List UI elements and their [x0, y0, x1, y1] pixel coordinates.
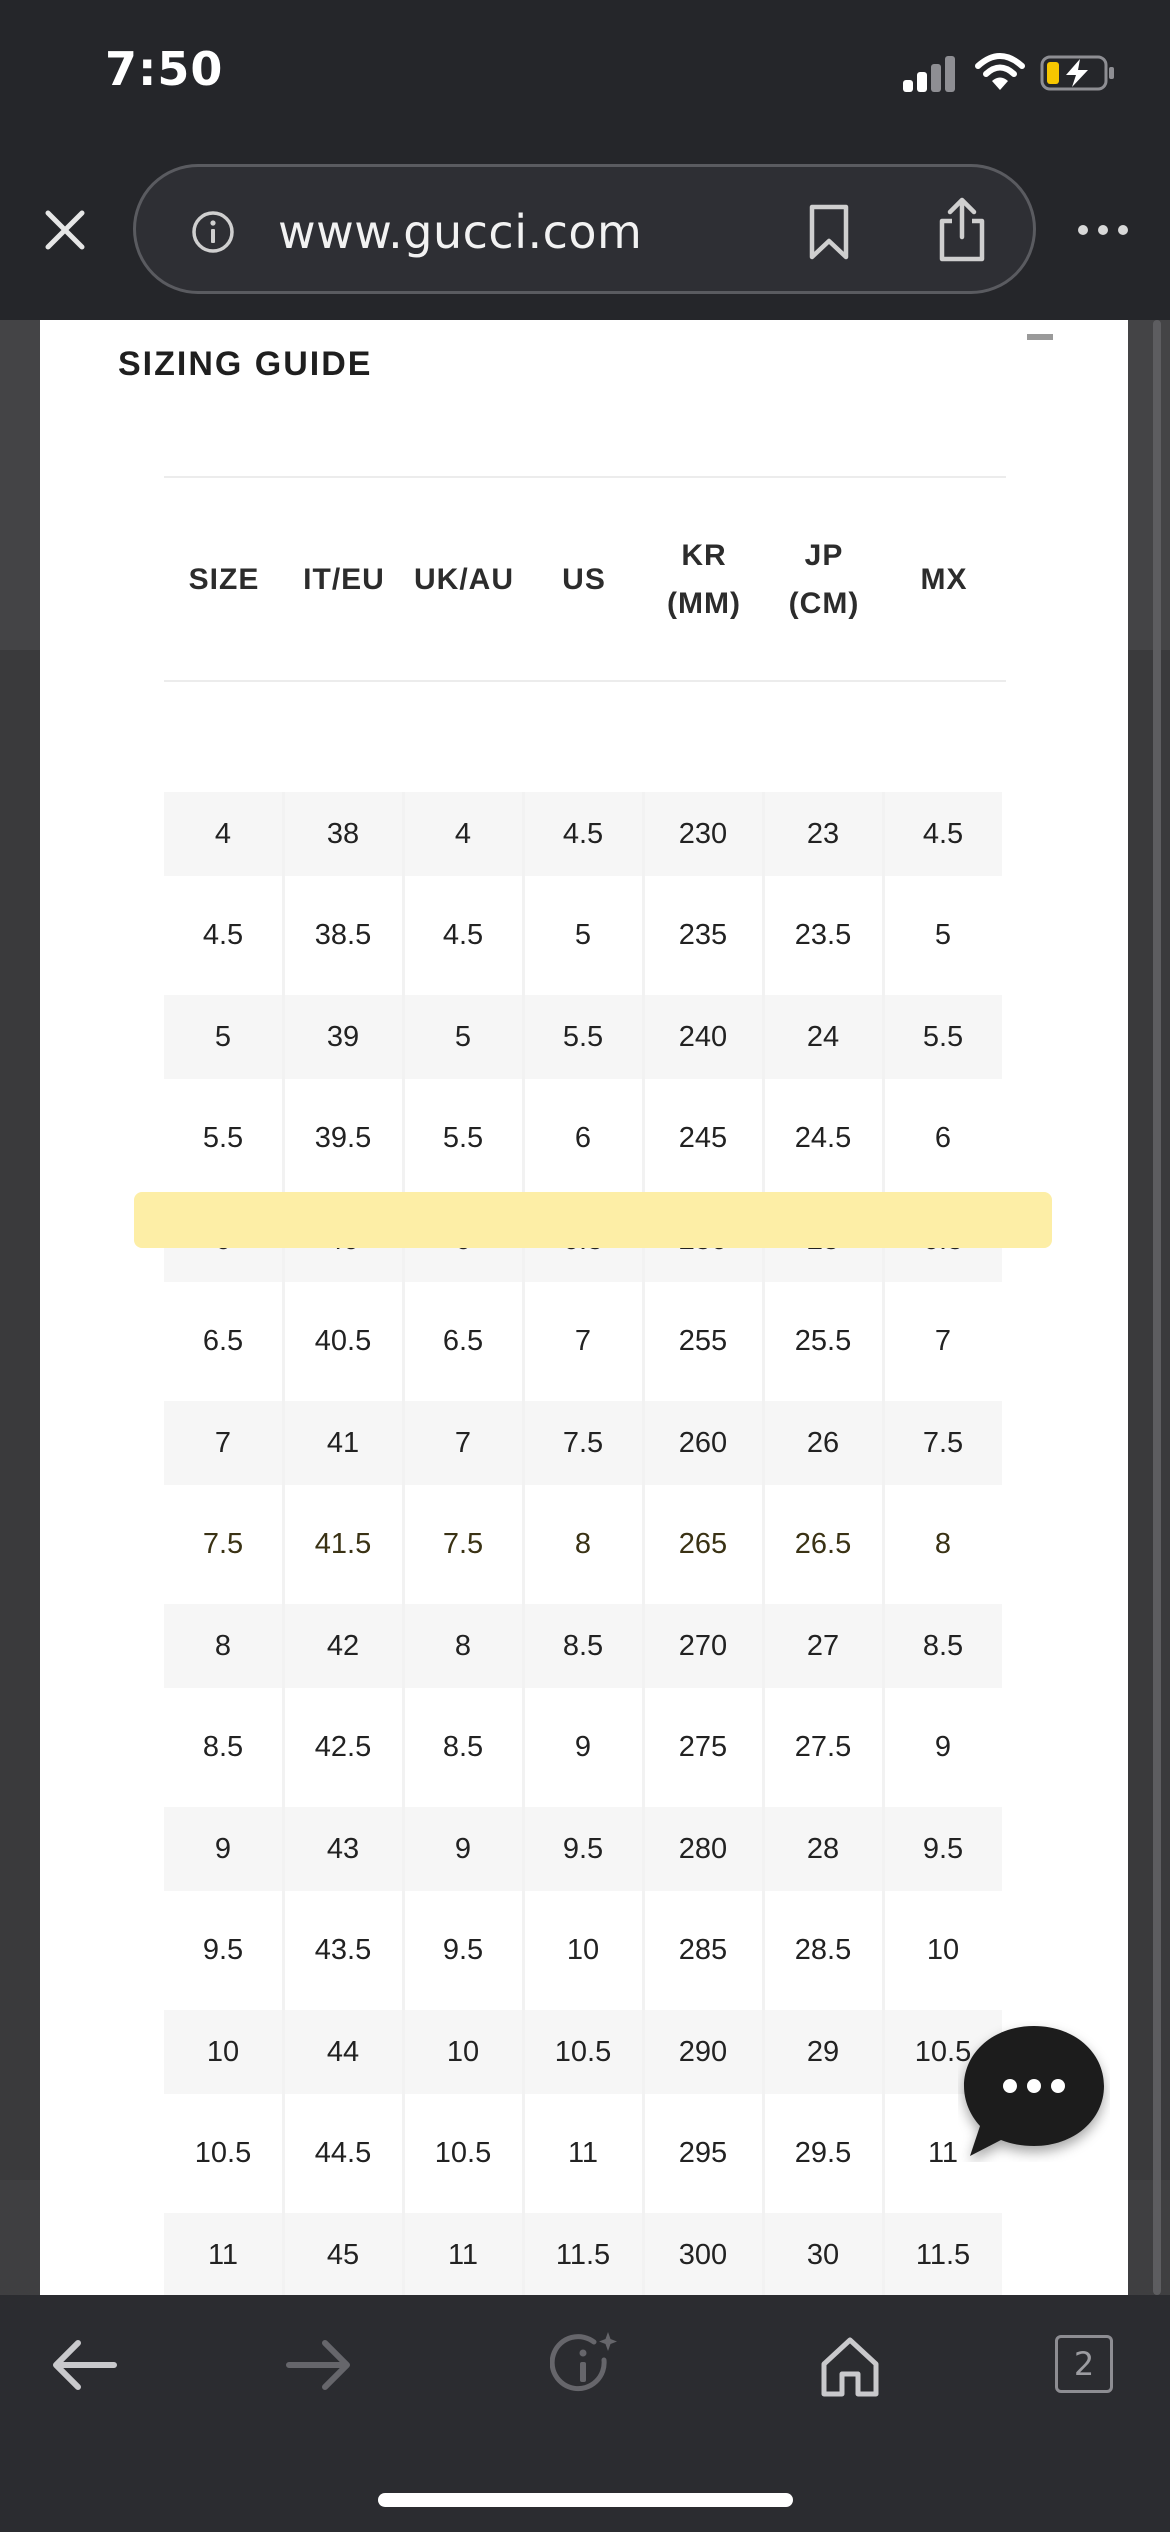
cell-uk-au: 5	[404, 995, 522, 1079]
cell-it-eu: 43	[284, 1807, 402, 1891]
cell-mx: 6	[934, 1122, 952, 1154]
close-icon[interactable]	[40, 205, 90, 255]
cell-uk-au: 8.5	[442, 1731, 484, 1763]
cell-uk-au: 5.5	[442, 1122, 484, 1154]
header-top-divider	[164, 476, 1006, 478]
cell-mx: 8.5	[884, 1604, 1002, 1688]
cell-mx: 11	[927, 2137, 959, 2169]
cell-uk-au: 7	[404, 1401, 522, 1485]
table-row	[164, 1807, 1006, 1891]
table-row	[164, 1097, 1006, 1181]
table-row	[164, 1706, 1006, 1790]
row-highlight	[134, 1192, 1052, 1248]
cell-it-eu: 39.5	[314, 1122, 372, 1154]
cell-mx: 10.5	[884, 2010, 1002, 2094]
battery-charging-icon	[1040, 55, 1116, 91]
info-icon[interactable]	[190, 209, 236, 255]
cell-size: 5.5	[202, 1122, 244, 1154]
cell-uk-au: 4.5	[442, 919, 484, 951]
cell-us: 10	[566, 1934, 600, 1966]
cell-mx: 9.5	[884, 1807, 1002, 1891]
cell-kr-mm: 290	[644, 2010, 762, 2094]
cell-size: 7	[164, 1401, 282, 1485]
share-icon[interactable]	[934, 197, 990, 263]
table-row	[164, 1909, 1006, 1993]
cell-kr-mm: 295	[678, 2137, 728, 2169]
cell-size: 10.5	[194, 2137, 252, 2169]
cell-jp-cm: 27.5	[794, 1731, 852, 1763]
table-row	[164, 1604, 1006, 1688]
cell-us: 11.5	[524, 2213, 642, 2295]
cell-jp-cm: 28.5	[794, 1934, 852, 1966]
cell-mx: 5	[934, 919, 952, 951]
cell-us: 5.5	[524, 995, 642, 1079]
cell-jp-cm: 23	[764, 792, 882, 876]
cell-kr-mm: 245	[678, 1122, 728, 1154]
cell-us: 7	[574, 1325, 592, 1357]
cell-kr-mm: 265	[678, 1528, 728, 1560]
cellular-signal-icon	[903, 54, 955, 92]
column-divider	[642, 792, 645, 2295]
column-divider	[882, 792, 885, 2295]
cell-kr-mm: 240	[644, 995, 762, 1079]
cell-jp-cm: 23.5	[794, 919, 852, 951]
cell-kr-mm: 235	[678, 919, 728, 951]
sizing-guide-modal	[40, 320, 1128, 2295]
cell-uk-au: 7.5	[442, 1528, 484, 1560]
back-arrow-icon[interactable]	[48, 2330, 120, 2400]
collapse-button[interactable]	[1027, 334, 1053, 340]
table-row	[164, 2010, 1006, 2094]
cell-it-eu: 44.5	[314, 2137, 372, 2169]
url-text[interactable]: www.gucci.com	[278, 205, 643, 259]
cell-uk-au: 8	[404, 1604, 522, 1688]
cell-us: 7.5	[524, 1401, 642, 1485]
cell-us: 8	[574, 1528, 592, 1560]
header-us: US	[562, 563, 606, 596]
cell-jp-cm: 24.5	[794, 1122, 852, 1154]
column-divider	[402, 792, 405, 2295]
cell-jp-cm: 24	[764, 995, 882, 1079]
cell-it-eu: 40.5	[314, 1325, 372, 1357]
header-jp-cm: JP (CM)	[788, 539, 860, 620]
header-uk-au: UK/AU	[414, 563, 514, 596]
cell-uk-au: 10	[404, 2010, 522, 2094]
status-bar	[0, 0, 1170, 150]
cell-jp-cm: 26	[764, 1401, 882, 1485]
cell-uk-au: 9	[404, 1807, 522, 1891]
header-mx: MX	[920, 563, 968, 596]
cell-uk-au: 10.5	[434, 2137, 492, 2169]
bookmark-icon[interactable]	[804, 203, 854, 261]
status-time: 7:50	[105, 42, 224, 96]
cell-size: 4.5	[202, 919, 244, 951]
table-header	[164, 525, 1006, 635]
cell-uk-au: 9.5	[442, 1934, 484, 1966]
cell-it-eu: 41	[284, 1401, 402, 1485]
cell-jp-cm: 26.5	[794, 1528, 852, 1560]
sparkle-info-icon[interactable]	[550, 2330, 622, 2400]
cell-uk-au: 4	[404, 792, 522, 876]
table-row	[164, 2112, 1006, 2196]
page-scrollbar[interactable]	[1153, 320, 1161, 2295]
cell-us: 5	[574, 919, 592, 951]
cell-mx: 5.5	[884, 995, 1002, 1079]
cell-size: 6.5	[202, 1325, 244, 1357]
header-size: SIZE	[188, 563, 260, 596]
cell-it-eu: 42	[284, 1604, 402, 1688]
cell-size: 5	[164, 995, 282, 1079]
cell-it-eu: 44	[284, 2010, 402, 2094]
cell-kr-mm: 255	[678, 1325, 728, 1357]
cell-mx: 4.5	[884, 792, 1002, 876]
cell-size: 9	[164, 1807, 282, 1891]
cell-mx: 7	[934, 1325, 952, 1357]
cell-mx: 10	[926, 1934, 960, 1966]
forward-arrow-icon[interactable]	[283, 2330, 355, 2400]
cell-kr-mm: 270	[644, 1604, 762, 1688]
cell-size: 7.5	[202, 1528, 244, 1560]
cell-it-eu: 38	[284, 792, 402, 876]
cell-size: 10	[164, 2010, 282, 2094]
modal-title: SIZING GUIDE	[118, 345, 373, 383]
header-it-eu: IT/EU	[303, 563, 385, 596]
header-bottom-divider	[164, 680, 1006, 682]
cell-us: 9	[574, 1731, 592, 1763]
cell-us: 6	[574, 1122, 592, 1154]
wifi-icon	[975, 52, 1025, 92]
cell-mx: 11.5	[884, 2213, 1002, 2295]
home-icon[interactable]	[814, 2330, 886, 2400]
cell-kr-mm: 300	[644, 2213, 762, 2295]
cell-kr-mm: 260	[644, 1401, 762, 1485]
table-row	[164, 995, 1006, 1079]
cell-us: 10.5	[524, 2010, 642, 2094]
cell-kr-mm: 285	[678, 1934, 728, 1966]
cell-mx: 8	[934, 1528, 952, 1560]
table-row	[164, 1401, 1006, 1485]
address-bar[interactable]	[133, 164, 1036, 294]
cell-size: 4	[164, 792, 282, 876]
cell-mx: 9	[934, 1731, 952, 1763]
table-row	[164, 792, 1006, 876]
tabs-button[interactable]: 2	[1055, 2335, 1113, 2393]
cell-us: 4.5	[524, 792, 642, 876]
cell-us: 9.5	[524, 1807, 642, 1891]
cell-kr-mm: 280	[644, 1807, 762, 1891]
column-divider	[282, 792, 285, 2295]
table-row	[164, 1300, 1006, 1384]
table-row	[164, 2213, 1006, 2295]
cell-size: 11	[164, 2213, 282, 2295]
header-kr-mm: KR (MM)	[667, 539, 741, 620]
cell-jp-cm: 29	[764, 2010, 882, 2094]
cell-us: 8.5	[524, 1604, 642, 1688]
cell-size: 9.5	[202, 1934, 244, 1966]
home-indicator[interactable]	[378, 2493, 793, 2507]
cell-it-eu: 45	[284, 2213, 402, 2295]
cell-kr-mm: 230	[644, 792, 762, 876]
cell-jp-cm: 27	[764, 1604, 882, 1688]
more-icon[interactable]	[1075, 218, 1131, 242]
chat-icon[interactable]	[958, 2020, 1110, 2162]
column-divider	[522, 792, 525, 2295]
cell-jp-cm: 25.5	[794, 1325, 852, 1357]
cell-it-eu: 43.5	[314, 1934, 372, 1966]
column-divider	[762, 792, 765, 2295]
cell-it-eu: 38.5	[314, 919, 372, 951]
cell-it-eu: 41.5	[314, 1528, 372, 1560]
table-row	[164, 1503, 1006, 1587]
cell-us: 11	[567, 2137, 599, 2169]
cell-it-eu: 42.5	[314, 1731, 372, 1763]
cell-size: 8.5	[202, 1731, 244, 1763]
cell-jp-cm: 29.5	[794, 2137, 852, 2169]
cell-jp-cm: 28	[764, 1807, 882, 1891]
cell-it-eu: 39	[284, 995, 402, 1079]
cell-uk-au: 6.5	[442, 1325, 484, 1357]
cell-jp-cm: 30	[764, 2213, 882, 2295]
cell-mx: 7.5	[884, 1401, 1002, 1485]
cell-kr-mm: 275	[678, 1731, 728, 1763]
table-row	[164, 894, 1006, 978]
cell-size: 8	[164, 1604, 282, 1688]
cell-uk-au: 11	[404, 2213, 522, 2295]
